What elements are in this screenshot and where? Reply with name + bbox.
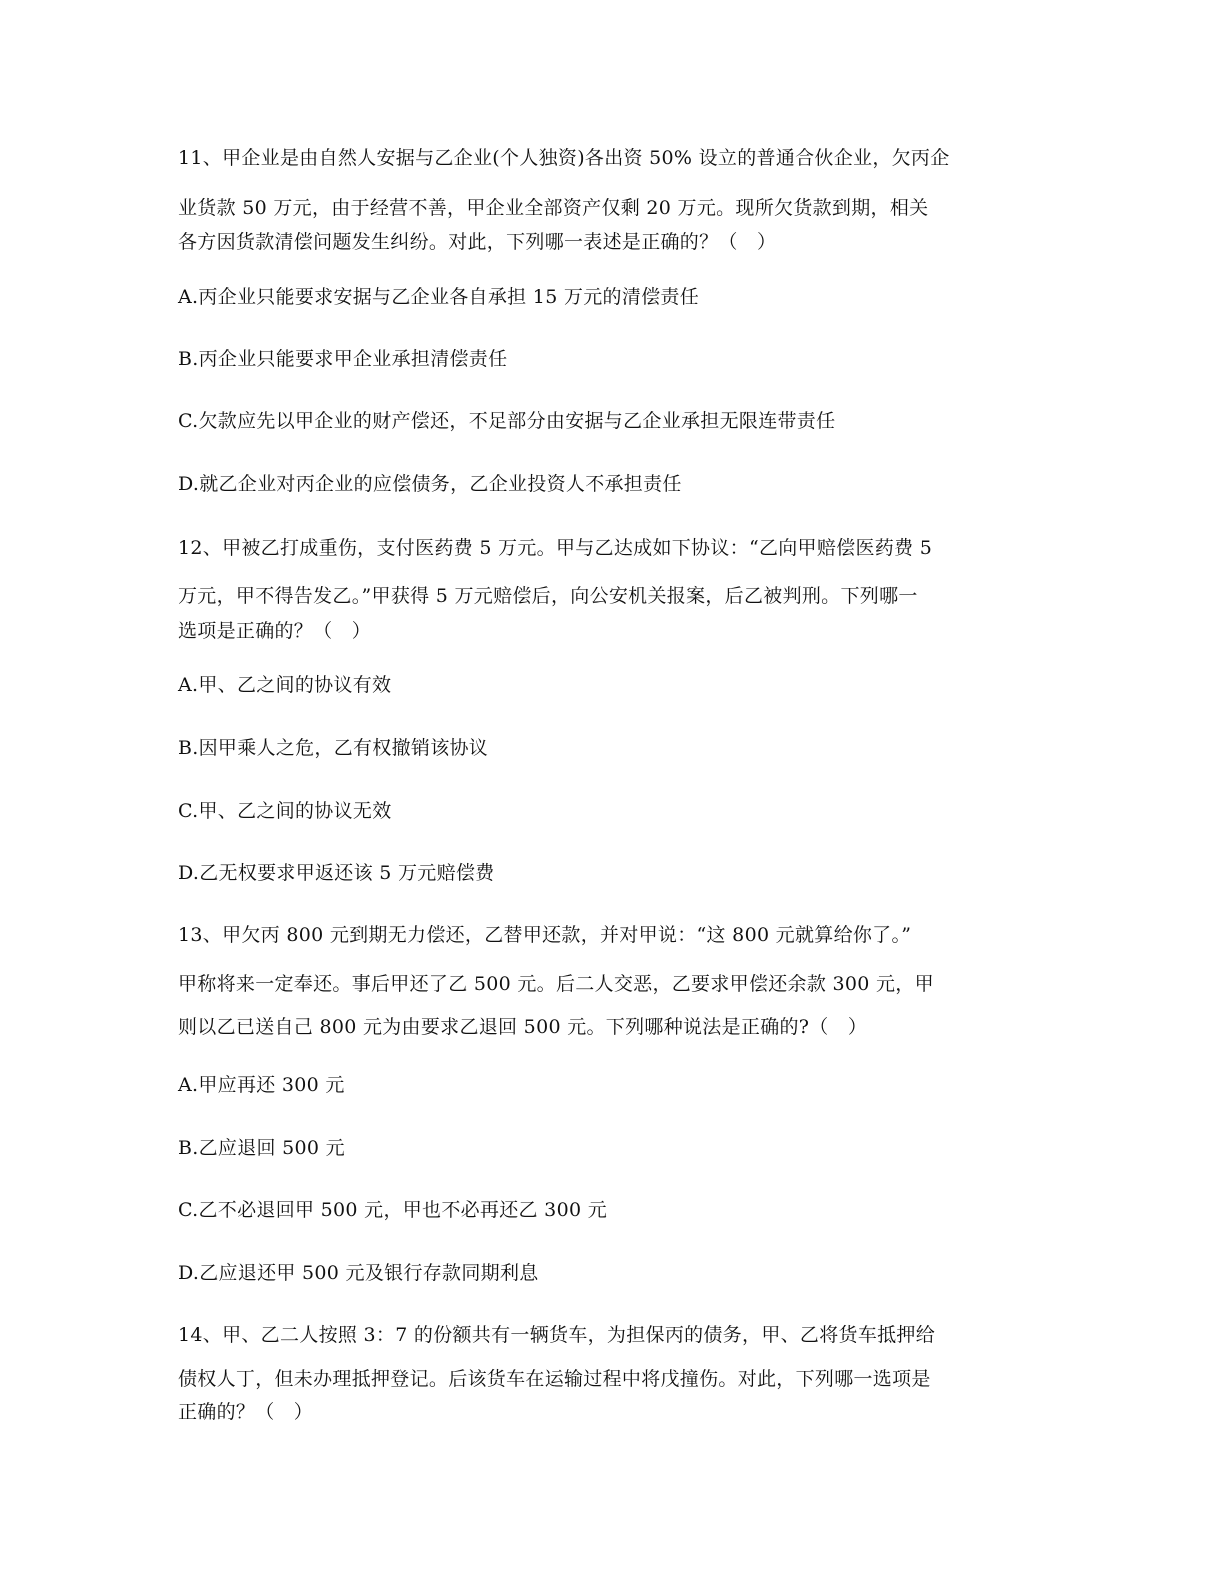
question-11-option-a: A.丙企业只能要求安据与乙企业各自承担 15 万元的清偿责任	[178, 286, 700, 308]
question-12-option-a: A.甲、乙之间的协议有效	[178, 674, 392, 696]
question-12-option-d: D.乙无权要求甲返还该 5 万元赔偿费	[178, 862, 495, 884]
question-11-stem-line-3: 各方因货款清偿问题发生纠纷。对此，下列哪一表述是正确的？（ ）	[178, 231, 777, 253]
question-13-option-d: D.乙应退还甲 500 元及银行存款同期利息	[178, 1262, 539, 1284]
question-11-option-b: B.丙企业只能要求甲企业承担清偿责任	[178, 348, 508, 370]
question-12-stem-line-2: 万元，甲不得告发乙。”甲获得 5 万元赔偿后，向公安机关报案，后乙被判刑。下列哪一	[178, 585, 918, 607]
question-13-stem-line-3: 则以乙已送自己 800 元为由要求乙退回 500 元。下列哪种说法是正确的?（ ）	[178, 1016, 868, 1038]
question-12-stem-line-1: 12、甲被乙打成重伤，支付医药费 5 万元。甲与乙达成如下协议：“乙向甲赔偿医药费 5	[178, 537, 933, 559]
question-14-stem-line-2: 债权人丁，但未办理抵押登记。后该货车在运输过程中将戊撞伤。对此，下列哪一选项是	[178, 1368, 931, 1390]
question-14-stem-line-1: 14、甲、乙二人按照 3：7 的份额共有一辆货车，为担保丙的债务，甲、乙将货车抵押给	[178, 1324, 936, 1346]
question-11-option-c: C.欠款应先以甲企业的财产偿还，不足部分由安据与乙企业承担无限连带责任	[178, 410, 836, 432]
question-11-stem-line-1: 11、甲企业是由自然人安据与乙企业(个人独资)各出资 50% 设立的普通合伙企业，欠丙企	[178, 147, 950, 169]
question-14-stem-line-3: 正确的？（ ）	[178, 1401, 314, 1423]
question-11-stem-line-2: 业货款 50 万元，由于经营不善，甲企业全部资产仅剩 20 万元。现所欠货款到期，相关	[178, 197, 929, 219]
question-13-stem-line-2: 甲称将来一定奉还。事后甲还了乙 500 元。后二人交恶，乙要求甲偿还余款 300 元，甲	[178, 973, 934, 995]
question-13-stem-line-1: 13、甲欠丙 800 元到期无力偿还，乙替甲还款，并对甲说：“这 800 元就算给你了。”	[178, 924, 912, 946]
question-12-stem-line-3: 选项是正确的？（ ）	[178, 620, 372, 642]
question-13-option-a: A.甲应再还 300 元	[178, 1074, 345, 1096]
question-13-option-b: B.乙应退回 500 元	[178, 1137, 345, 1159]
question-12-option-c: C.甲、乙之间的协议无效	[178, 800, 392, 822]
question-11-option-d: D.就乙企业对丙企业的应偿债务，乙企业投资人不承担责任	[178, 473, 682, 495]
question-12-option-b: B.因甲乘人之危，乙有权撤销该协议	[178, 737, 489, 759]
question-13-option-c: C.乙不必退回甲 500 元，甲也不必再还乙 300 元	[178, 1199, 607, 1221]
